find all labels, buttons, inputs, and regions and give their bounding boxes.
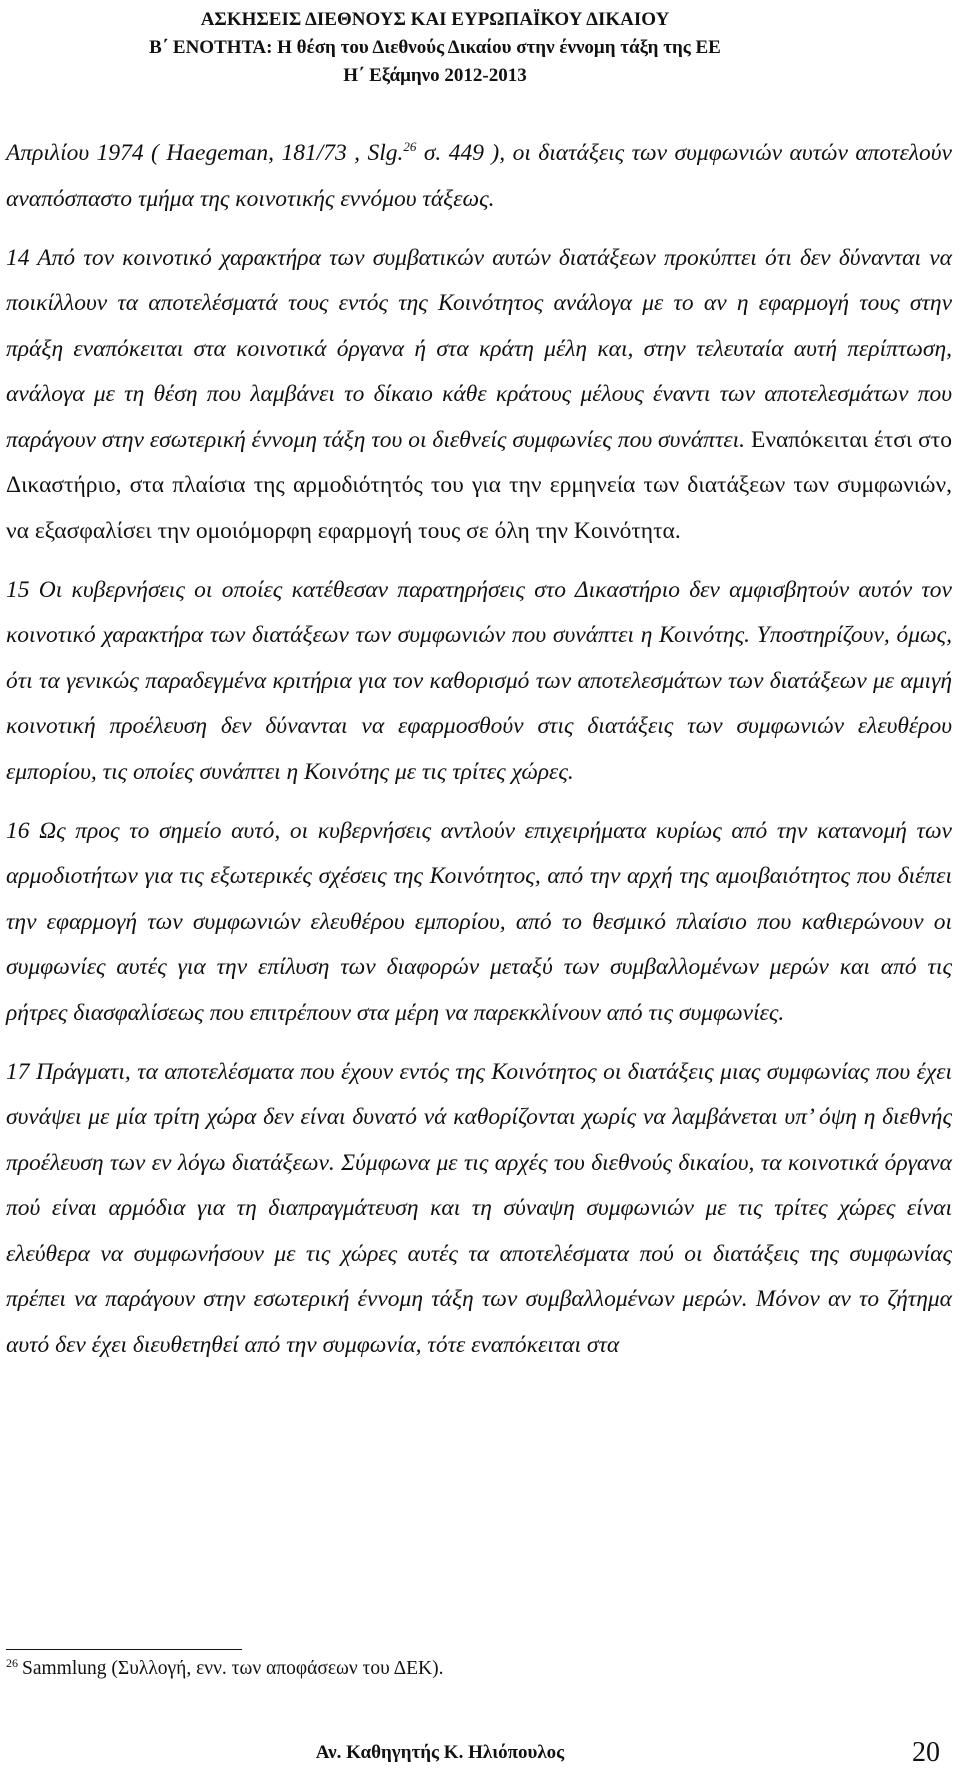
paragraph-continuation: [6, 131, 952, 222]
header-section: Β΄ ΕΝΟΤΗΤΑ: Η θέση του Διεθνούς Δικαίου στην έννομη τάξη της ΕΕ: [149, 37, 721, 58]
footnote-number: 26: [6, 1655, 18, 1670]
paragraph-17: 17 Πράγματι, τα αποτελέσματα που έχουν εντός της Κοινότητος οι διατάξεις μιας συμφωνίας που έχει συνάψει με μία τρίτη χώρα δεν είναι δυνατό νά καθορίζονται χωρίς να λαμβάνεται υπ’ όψη η διεθνής προέλευση των εν λόγω διατάξεων. Σύμφωνα με τις αρχές του διεθνούς δικαίου, τα κοινοτικά όργανα πού είναι αρμόδια για τη διαπραγμάτευση και τη σύναψη συμφωνιών με τις τρίτες χώρες είναι ελεύθερα να συμφωνήσουν με τις χώρες αυτές τα αποτελέσματα πού οι διατάξεις της συμφωνίας πρέπει να παράγουν στην εσωτερική έννομη τάξη των συμβαλλομένων μερών. Μόνον αν το ζήτημα αυτό δεν έχει διευθετηθεί από την συμφωνία, τότε εναπόκειται στα: [6, 1058, 952, 1358]
paragraph-text: Εναπόκειται έτσι στο Δικαστήριο, στα πλαίσια της αρμοδιότητός του για την ερμηνεία των διατάξεων των συμφωνιών, να εξασφαλίσει την ομοιόμορφη εφαρμογή τους σε όλη την Κοινότητα.: [6, 426, 952, 544]
paragraph-16: 16 Ως προς το σημείο αυτό, οι κυβερνήσεις αντλούν επιχειρήματα κυρίως από την κατανομή των αρμοδιοτήτων για τις εξωτερικές σχέσεις της Κοινότητος, από την αρχή της αμοιβαιότητος που διέπει την εφαρμογή των συμφωνιών ελευθέρου εμπορίου, από το θεσμικό πλαίσιο που καθιερώνουν οι συμφωνίες αυτές για την επίλυση των διαφορών μεταξύ των συμβαλλομένων μερών και από τις ρήτρες διασφαλίσεως που επιτρέπουν στα μέρη να παρεκκλίνουν από τις συμφωνίες.: [6, 817, 952, 1026]
header-semester: Η΄ Εξάμηνο 2012-2013: [343, 65, 527, 86]
footnote-separator: [6, 1649, 242, 1650]
footer-author: Αν. Καθηγητής Κ. Ηλιόπουλος: [315, 1742, 565, 1763]
paragraph-text: σ. 449 ), οι διατάξεις των συμφωνιών αυτών αποτελούν αναπόσπαστο τμήμα της κοινοτικής εννόμου τάξεως.: [6, 140, 952, 212]
page-header: [0, 6, 870, 90]
paragraph-text: 14 Από τον κοινοτικό χαρακτήρα των συμβατικών αυτών διατάξεων προκύπτει ότι δεν δύνανται να ποικίλλουν τα αποτελέσματά τους εντός της Κοινότητος ανάλογα με το αν η εφαρμογή τους στην πράξη εναπόκειται στα κοινοτικά όργανα ή στα κράτη μέλη και, στην τελευταία αυτή περίπτωση, ανάλογα με τη θέση που λαμβάνει το δίκαιο κάθε κράτους μέλους έναντι των αποτελεσμάτων που παράγουν στην εσωτερική έννομη τάξη του οι διεθνείς συμφωνίες που συνάπτει.: [6, 244, 952, 453]
footnote-reference[interactable]: 26: [403, 139, 417, 155]
paragraph-15: 15 Οι κυβερνήσεις οι οποίες κατέθεσαν παρατηρήσεις στο Δικαστήριο δεν αμφισβητούν αυτόν τον κοινοτικό χαρακτήρα των διατάξεων των συμφωνιών που συνάπτει η Κοινότης. Υποστηρίζουν, όμως, ότι τα γενικώς παραδεγμένα κριτήρια για τον καθορισμό των αποτελεσμάτων των διατάξεων με αμιγή κοινοτική προέλευση δεν δύνανται να εφαρμοσθούν στις διατάξεις των συμφωνιών ελευθέρου εμπορίου, τις οποίες συνάπτει η Κοινότης με τις τρίτες χώρες.: [6, 576, 952, 785]
footnote: [6, 1656, 906, 1682]
footnote-text: Sammlung (Συλλογή, ενν. των αποφάσεων του ΔΕΚ).: [22, 1658, 444, 1679]
document-body: [6, 131, 952, 1368]
paragraph-text: Απριλίου 1974 ( Haegeman, 181/73 , Slg.: [6, 140, 404, 166]
paragraph-14: [6, 236, 952, 555]
page-number: 20: [912, 1737, 940, 1768]
header-title: ΑΣΚΗΣΕΙΣ ΔΙΕΘΝΟΥΣ ΚΑΙ ΕΥΡΩΠΑΪΚΟΥ ΔΙΚΑΙΟΥ: [200, 9, 670, 30]
